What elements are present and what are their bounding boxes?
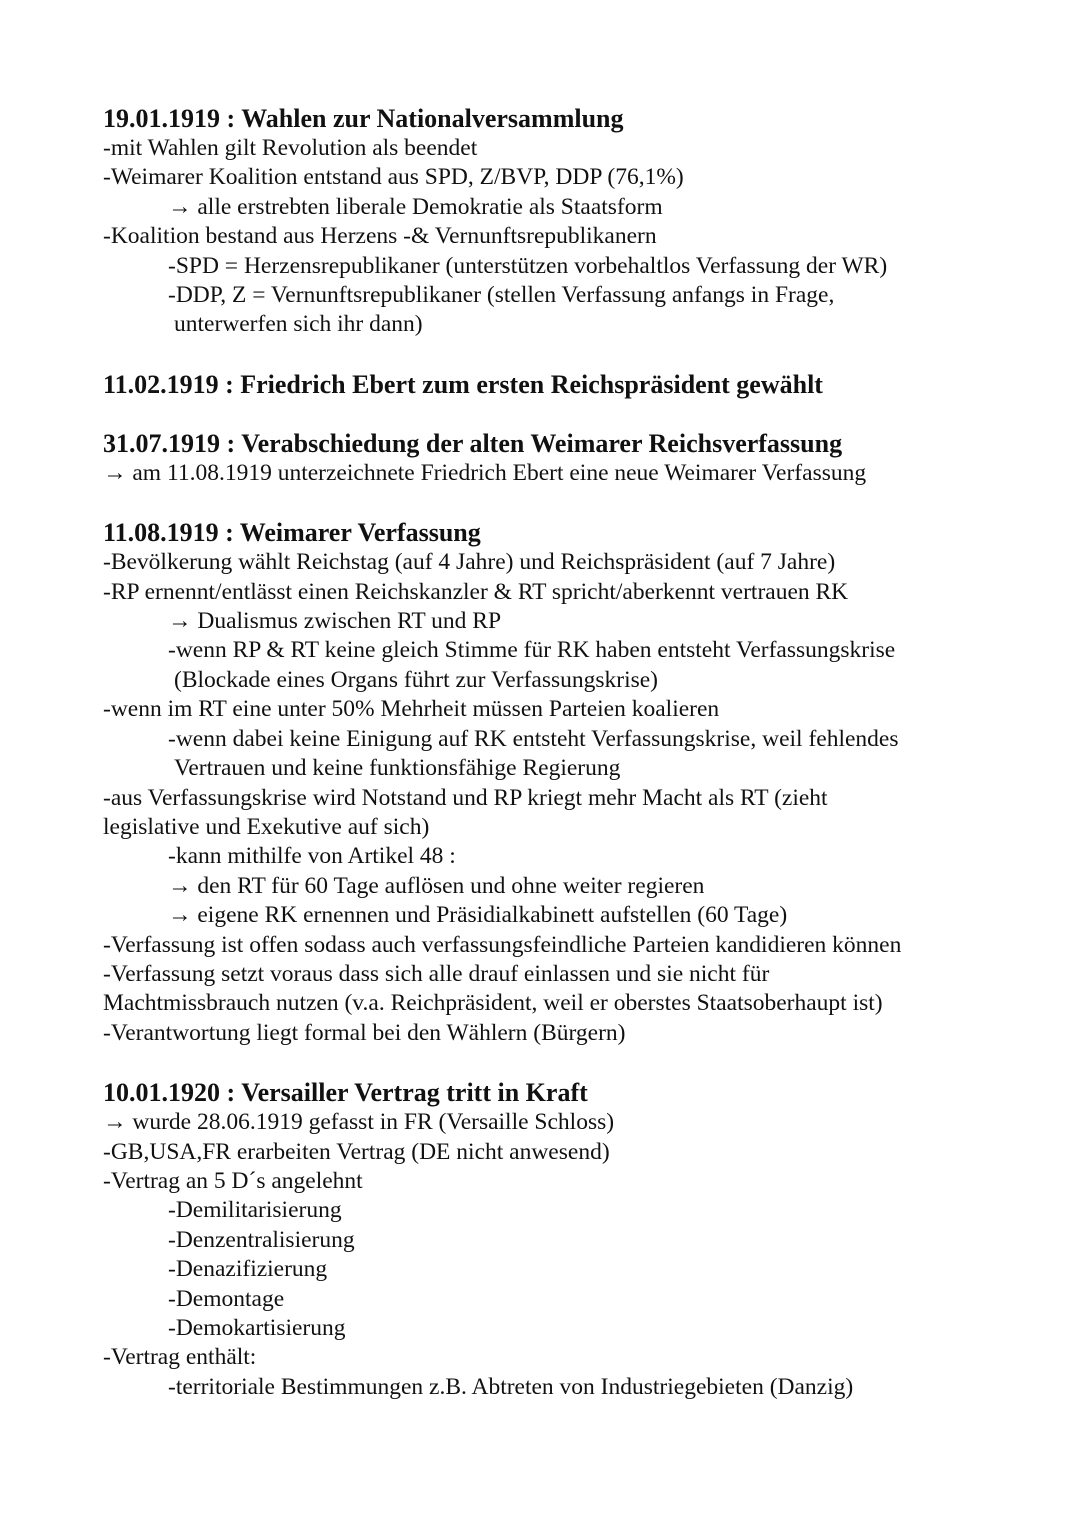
text-line: -Weimarer Koalition entstand aus SPD, Z/BVP, DDP (76,1%) xyxy=(103,164,684,191)
text-line: unterwerfen sich ihr dann) xyxy=(174,311,423,338)
section-ebert-reichspraesident xyxy=(103,370,1003,400)
text-line: -territoriale Bestimmungen z.B. Abtreten von Industriegebieten (Danzig) xyxy=(168,1373,854,1400)
section-versailler-vertrag xyxy=(103,1078,1003,1402)
text-line: -Denazifizierung xyxy=(168,1256,328,1283)
section-spacer xyxy=(103,1048,1003,1078)
text-line: legislative und Exekutive auf sich) xyxy=(103,813,430,840)
text-line: -aus Verfassungskrise wird Notstand und RP kriegt mehr Macht als RT (zieht xyxy=(103,784,828,811)
text-line: → am 11.08.1919 unterzeichnete Friedrich Ebert eine neue Weimarer Verfassung xyxy=(103,459,867,486)
section-weimarer-verfassung xyxy=(103,518,1003,1048)
text-line: -Vertrag an 5 D´s angelehnt xyxy=(103,1167,363,1194)
section-heading: 19.01.1919 : Wahlen zur Nationalversammlung xyxy=(103,104,624,133)
section-heading: 31.07.1919 : Verabschiedung der alten Weimarer Reichsverfassung xyxy=(103,428,843,458)
text-line: → alle erstrebten liberale Demokratie als Staatsform xyxy=(168,193,663,220)
section-heading: 11.08.1919 : Weimarer Verfassung xyxy=(103,518,481,548)
section-reichsverfassung xyxy=(103,429,1003,488)
text-line: -RP ernennt/entlässt einen Reichskanzler & RT spricht/aberkennt vertrauen RK xyxy=(103,578,849,605)
section-nationalversammlung xyxy=(103,104,1003,340)
text-line: → Dualismus zwischen RT und RP xyxy=(168,608,502,635)
text-line: -wenn dabei keine Einigung auf RK entsteht Verfassungskrise, weil fehlendes xyxy=(168,725,899,752)
text-line: -wenn RP & RT keine gleich Stimme für RK haben entsteht Verfassungskrise xyxy=(168,637,896,664)
text-line: -Verfassung setzt voraus dass sich alle drauf einlassen und sie nicht für xyxy=(103,960,770,987)
document-page xyxy=(103,104,1003,1402)
text-line: -GB,USA,FR erarbeiten Vertrag (DE nicht anwesend) xyxy=(103,1138,610,1165)
text-line: -Koalition bestand aus Herzens -& Vernunftsrepublikanern xyxy=(103,223,657,250)
section-spacer xyxy=(103,488,1003,518)
text-line: Vertrauen und keine funktionsfähige Regierung xyxy=(174,755,621,782)
text-line: -kann mithilfe von Artikel 48 : xyxy=(168,843,456,870)
section-spacer xyxy=(103,340,1003,370)
text-line: -Demilitarisierung xyxy=(168,1197,342,1224)
text-line: → den RT für 60 Tage auflösen und ohne weiter regieren xyxy=(168,872,705,899)
text-line: -SPD = Herzensrepublikaner (unterstützen vorbehaltlos Verfassung der WR) xyxy=(168,252,888,279)
text-line: -Denzentralisierung xyxy=(168,1226,355,1253)
section-heading: 10.01.1920 : Versailler Vertrag tritt in Kraft xyxy=(103,1078,588,1108)
text-line: (Blockade eines Organs führt zur Verfassungskrise) xyxy=(174,666,659,693)
text-line: -Vertrag enthält: xyxy=(103,1344,257,1371)
text-line: -Demontage xyxy=(168,1285,285,1312)
text-line: -DDP, Z = Vernunftsrepublikaner (stellen Verfassung anfangs in Frage, xyxy=(168,282,835,309)
section-spacer xyxy=(103,400,1003,429)
section-heading: 11.02.1919 : Friedrich Ebert zum ersten Reichspräsident gewählt xyxy=(103,369,823,399)
text-line: Machtmissbrauch nutzen (v.a. Reichpräsident, weil er oberstes Staatsoberhaupt ist) xyxy=(103,990,883,1017)
text-line: → eigene RK ernennen und Präsidialkabinett aufstellen (60 Tage) xyxy=(168,902,788,929)
text-line: -Bevölkerung wählt Reichstag (auf 4 Jahre) und Reichspräsident (auf 7 Jahre) xyxy=(103,549,836,576)
text-line: -mit Wahlen gilt Revolution als beendet xyxy=(103,135,478,161)
text-line: → wurde 28.06.1919 gefasst in FR (Versaille Schloss) xyxy=(103,1109,615,1136)
text-line: -wenn im RT eine unter 50% Mehrheit müssen Parteien koalieren xyxy=(103,696,720,723)
text-line: -Demokartisierung xyxy=(168,1315,346,1341)
text-line: -Verantwortung liegt formal bei den Wählern (Bürgern) xyxy=(103,1019,626,1046)
text-line: -Verfassung ist offen sodass auch verfassungsfeindliche Parteien kandidieren können xyxy=(103,931,902,958)
